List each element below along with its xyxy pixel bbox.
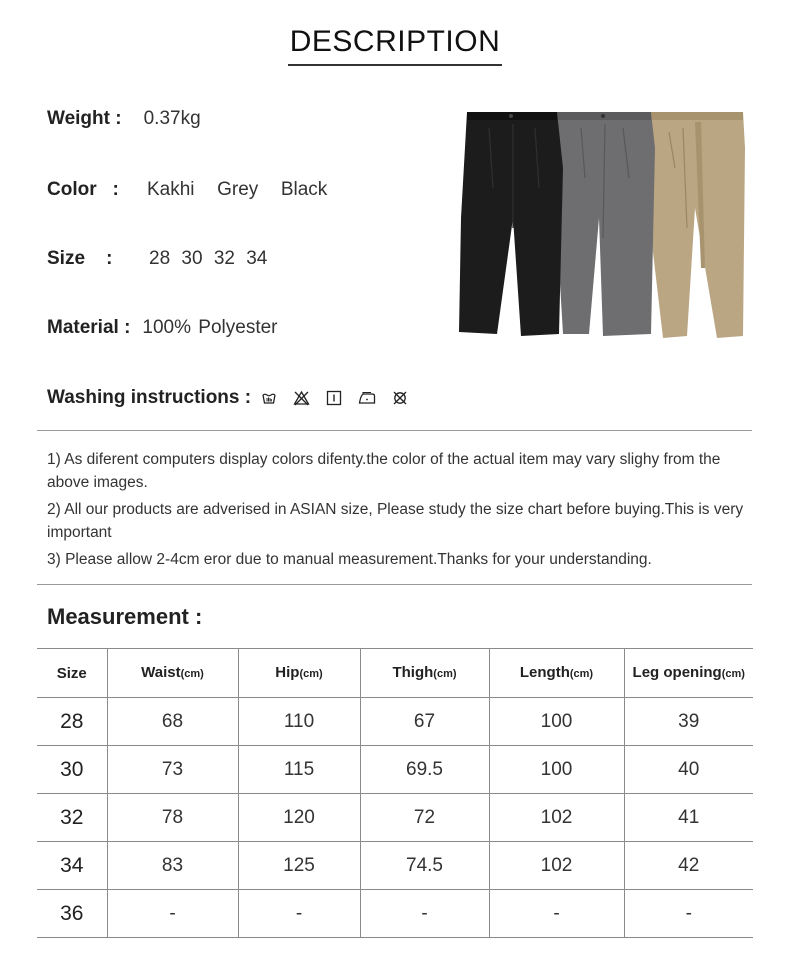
spec-weight-label: Weight : [47, 108, 122, 129]
spec-weight [47, 108, 201, 130]
iron-icon [358, 390, 376, 406]
cell-hip: 115 [238, 746, 360, 794]
cell-size: 28 [37, 698, 107, 746]
header-leg-opening-unit: (cm) [721, 667, 745, 680]
spec-weight-value: 0.37kg [143, 108, 201, 129]
tumble-dry-icon [326, 390, 342, 406]
note-item: 2) All our products are adverised in ASIAN size, Please study the size chart before buying.This is very important [47, 501, 744, 541]
cell-waist: 68 [107, 698, 238, 746]
cell-thigh: 74.5 [360, 842, 489, 890]
cell-leg-opening: 39 [624, 698, 753, 746]
product-image-pants [455, 108, 745, 340]
divider-bottom [37, 584, 752, 585]
table-row [37, 890, 753, 938]
header-length-label: Length [519, 663, 570, 681]
header-thigh-label: Thigh [392, 663, 434, 681]
header-size [37, 649, 107, 698]
cell-waist: 73 [107, 746, 238, 794]
header-waist-unit: (cm) [180, 667, 204, 680]
washing-icons [261, 390, 408, 406]
cell-thigh: 72 [360, 794, 489, 842]
cell-size: 34 [37, 842, 107, 890]
cell-hip: - [238, 890, 360, 938]
spec-size [47, 248, 267, 270]
cell-length: 100 [489, 746, 624, 794]
cell-leg-opening: 40 [624, 746, 753, 794]
cell-size: 36 [37, 890, 107, 938]
header-hip [238, 649, 360, 698]
cell-hip: 110 [238, 698, 360, 746]
grey-pants [555, 112, 655, 336]
page-title: DESCRIPTION [288, 24, 503, 66]
spec-material-value: 100% Polyester [142, 317, 278, 338]
cell-thigh: 69.5 [360, 746, 489, 794]
cell-size: 30 [37, 746, 107, 794]
cell-leg-opening: 41 [624, 794, 753, 842]
spec-color [47, 179, 327, 201]
table-row [37, 842, 753, 890]
spec-size-value: 28 30 32 34 [149, 248, 268, 269]
header-leg-opening-label: Leg opening [632, 663, 722, 681]
cell-size: 32 [37, 794, 107, 842]
washing-instructions [47, 387, 408, 409]
table-row [37, 794, 753, 842]
black-pants [459, 112, 563, 336]
cell-leg-opening: - [624, 890, 753, 938]
divider-top [37, 430, 752, 431]
measurement-table [37, 648, 753, 938]
header-hip-unit: (cm) [299, 667, 323, 680]
cell-waist: 83 [107, 842, 238, 890]
spec-material [47, 317, 278, 339]
cell-waist: - [107, 890, 238, 938]
cell-waist: 78 [107, 794, 238, 842]
note-item: 1) As diferent computers display colors difenty.the color of the actual item may vary slighy from the above images. [47, 451, 721, 491]
do-not-dry-clean-icon [392, 390, 408, 406]
washing-label: Washing instructions : [47, 387, 252, 408]
header-size-label: Size [56, 664, 87, 682]
cell-leg-opening: 42 [624, 842, 753, 890]
cell-length: - [489, 890, 624, 938]
table-row [37, 698, 753, 746]
cell-thigh: 67 [360, 698, 489, 746]
table-header-row [37, 649, 753, 698]
header-length-unit: (cm) [569, 667, 594, 680]
hand-wash-icon [261, 390, 277, 406]
do-not-bleach-icon [293, 390, 310, 406]
notes [47, 448, 747, 575]
spec-color-value: Kakhi Grey Black [147, 179, 328, 200]
cell-length: 102 [489, 842, 624, 890]
header-thigh [360, 649, 489, 698]
spec-material-label: Material : [47, 317, 131, 338]
cell-thigh: - [360, 890, 489, 938]
cell-length: 100 [489, 698, 624, 746]
cell-length: 102 [489, 794, 624, 842]
measurement-title: Measurement : [47, 604, 203, 629]
cell-hip: 120 [238, 794, 360, 842]
header-thigh-unit: (cm) [433, 667, 457, 680]
note-item: 3) Please allow 2-4cm eror due to manual measurement.Thanks for your understanding. [47, 551, 652, 568]
header-leg-opening [624, 649, 753, 698]
spec-color-label: Color : [47, 179, 119, 200]
table-row [37, 746, 753, 794]
header-length [489, 649, 624, 698]
title-wrap [0, 24, 790, 66]
header-waist-label: Waist [141, 663, 181, 681]
spec-size-label: Size : [47, 248, 113, 269]
header-hip-label: Hip [275, 663, 300, 681]
cell-hip: 125 [238, 842, 360, 890]
header-waist [107, 649, 238, 698]
khaki-pants [641, 112, 745, 338]
